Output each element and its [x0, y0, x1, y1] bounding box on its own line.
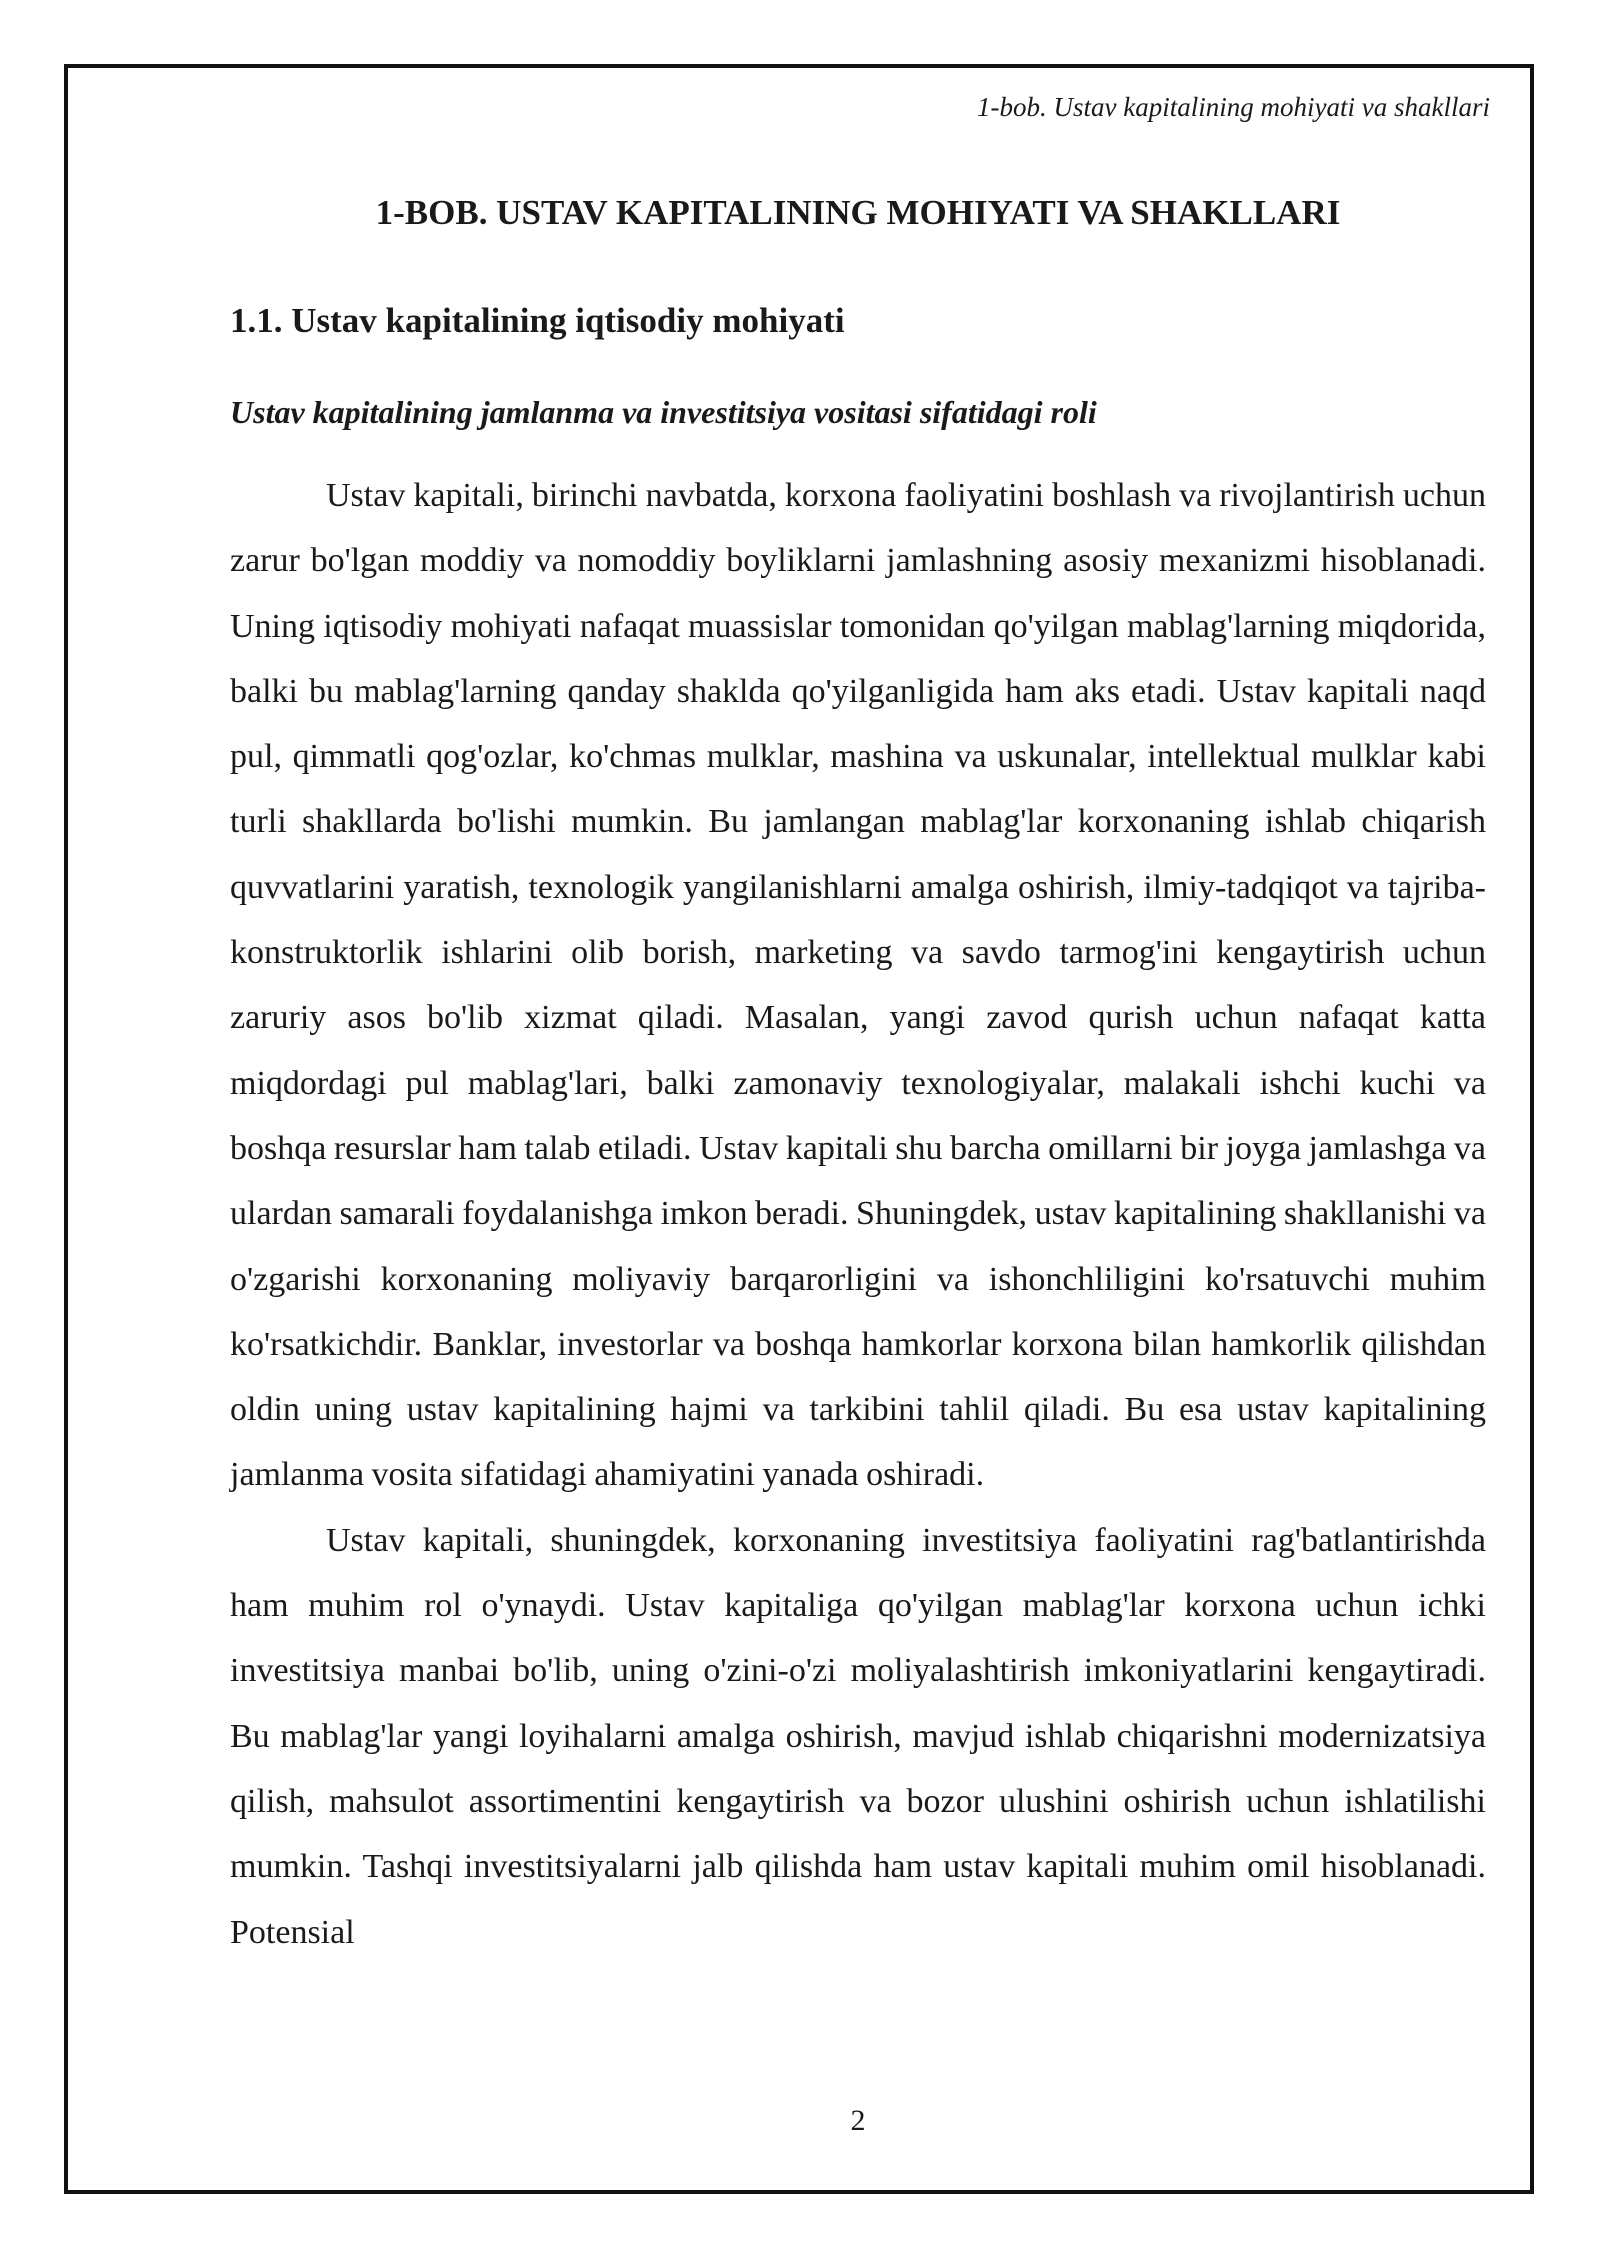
running-header: 1-bob. Ustav kapitalining mohiyati va shakllari — [977, 92, 1490, 122]
chapter-title: 1-BOB. USTAV KAPITALINING MOHIYATI VA SHAKLLARI — [375, 193, 1341, 232]
paragraph: Ustav kapitali, shuningdek, korxonaning investitsiya faoliyatini rag'batlantirishda ham muhim rol o'ynaydi. Ustav kapitaliga qo'yilgan mablag'lar korxona uchun ichki investitsiya manbai bo'lib, uning o'zini-o'zi moliyalashtirish imkoniyatlarini kengaytiradi. Bu mablag'lar yangi loyihalarni amalga oshirish, mavjud ishlab chiqarishni modernizatsiya qilish, mahsulot assortimentini kengaytirish va bozor ulushini oshirish uchun ishlatilishi mumkin. Tashqi investitsiyalarni jalb qilishda ham ustav kapitali muhim omil hisoblanadi. Potensial — [230, 1521, 1486, 1951]
section-title: 1.1. Ustav kapitalining iqtisodiy mohiyati — [230, 301, 845, 340]
paragraph: Ustav kapitali, birinchi navbatda, korxona faoliyatini boshlash va rivojlantirish uchun zarur bo'lgan moddiy va nomoddiy boyliklarni jamlashning asosiy mexanizmi hisoblanadi. Uning iqtisodiy mohiyati nafaqat muassislar tomonidan qo'yilgan mablag'larning miqdorida, balki bu mablag'larning qanday shaklda qo'yilganligida ham aks etadi. Ustav kapitali naqd pul, qimmatli qog'ozlar, ko'chmas mulklar, mashina va uskunalar, intellektual mulklar kabi turli shakllarda bo'lishi mumkin. Bu jamlangan mablag'lar korxonaning ishlab chiqarish quvvatlarini yaratish, texnologik yangilanishlarni amalga oshirish, ilmiy-tadqiqot va tajriba-konstruktorlik ishlarini olib borish, marketing va savdo tarmog'ini kengaytirish uchun zaruriy asos bo'lib xizmat qiladi. Masalan, yangi zavod qurish uchun nafaqat katta miqdordagi pul mablag'lari, balki zamonaviy texnologiyalar, malakali ishchi kuchi va boshqa resurslar ham talab etiladi. Ustav kapitali shu barcha omillarni bir joyga jamlashga va ulardan samarali foydalanishga imkon beradi. Shuningdek, ustav kapitalining shakllanishi va o'zgarishi korxonaning moliyaviy barqarorligini va ishonchliligini ko'rsatuvchi muhim ko'rsatkichdir. Banklar, investorlar va boshqa hamkorlar korxona bilan hamkorlik qilishdan oldin uning ustav kapitalining hajmi va tarkibini tahlil qiladi. Bu esa ustav kapitalining jamlanma vosita sifatidagi ahamiyatini yanada oshiradi. — [230, 477, 1486, 1494]
subsection-title: Ustav kapitalining jamlanma va investitsiya vositasi sifatidagi roli — [230, 394, 1097, 430]
page-number: 2 — [850, 2104, 866, 2137]
body-text — [230, 463, 1486, 1965]
